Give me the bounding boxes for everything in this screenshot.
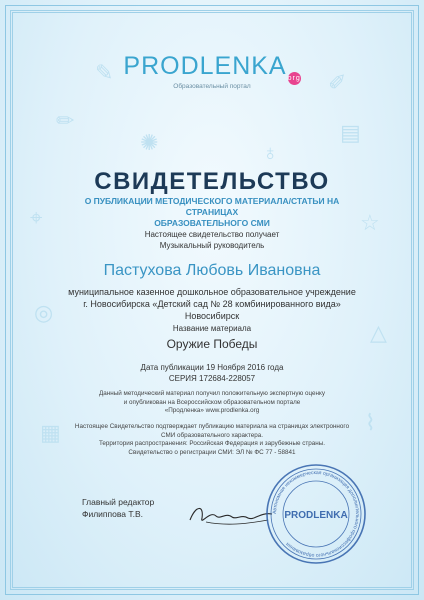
editor-block <box>82 496 154 520</box>
recipient-position: Музыкальный руководитель <box>159 241 265 250</box>
legal-line: Территория распространения: Российская Федерация и зарубежные страны. <box>98 440 326 447</box>
recipient-intro: Настоящее свидетельство получает <box>144 230 280 239</box>
legal-line: Настоящее Свидетельство подтверждает публикацию материала на страницах электронного <box>74 423 350 430</box>
brand-logo <box>0 52 424 85</box>
star-icon: ☆ <box>360 210 380 235</box>
logo-text: PRODLENKA <box>123 52 287 80</box>
legal-note <box>70 423 354 457</box>
organization-line: г. Новосибирска «Детский сад № 28 комбинированного вида» <box>83 299 341 309</box>
publication-date: Дата публикации 19 Ноября 2016 года <box>140 363 284 372</box>
paperclip-icon: ⌇ <box>365 410 376 435</box>
editor-name: Филиппова Т.В. <box>82 509 144 519</box>
stamp-ring-text: Автономная некоммерческая организация дополнительного профессионального образования <box>271 469 361 559</box>
stamp-center-text: PRODLENKA <box>284 510 348 521</box>
legal-line: Свидетельство о регистрации СМИ: ЭЛ № ФС 77 - 58841 <box>128 448 296 456</box>
material-label: Название материала <box>172 324 252 333</box>
certificate-title: СВИДЕТЕЛЬСТВО <box>94 168 330 195</box>
globe-icon: ◎ <box>34 300 54 325</box>
legal-line: СМИ образовательного характера. <box>161 431 263 439</box>
series-number: СЕРИЯ 172684-228057 <box>168 374 256 383</box>
atom-icon: ✺ <box>140 130 159 155</box>
signature-image <box>186 500 276 530</box>
pencil-icon: ✏ <box>56 108 75 133</box>
triangle-icon: △ <box>370 320 387 345</box>
compass-icon: ⌖ <box>30 205 43 230</box>
review-line: и опубликован на Всероссийском образовательном портале <box>123 398 301 406</box>
organization-line: муниципальное казенное дошкольное образовательное учреждение <box>68 287 356 297</box>
subheading-line: ОБРАЗОВАТЕЛЬНОГО СМИ <box>154 218 270 228</box>
review-line: «Продленка» www.prodlenka.org <box>164 407 260 414</box>
review-note <box>70 390 354 416</box>
review-line: Данный методический материал получил положительную экспертную оценку <box>98 390 326 397</box>
subheading-line: О ПУБЛИКАЦИИ МЕТОДИЧЕСКОГО МАТЕРИАЛА/СТАТЬИ НА СТРАНИЦАХ <box>84 196 340 217</box>
calculator-icon: ▦ <box>40 420 61 445</box>
material-title: Оружие Победы <box>166 337 258 351</box>
official-stamp <box>264 462 368 566</box>
recipient-name: Пастухова Любовь Ивановна <box>103 262 321 279</box>
logo-org-badge: org <box>288 72 301 85</box>
book-icon: ▤ <box>340 120 361 145</box>
certificate-subheading <box>72 196 352 229</box>
organization-line: Новосибирск <box>184 311 240 321</box>
ruler-icon: ✎ <box>95 60 114 85</box>
bulb-icon: ♁ <box>262 140 279 165</box>
cup-icon: ✐ <box>328 70 347 95</box>
portal-subtitle: Образовательный портал <box>173 83 251 90</box>
organization <box>60 286 364 322</box>
editor-role: Главный редактор <box>82 497 155 507</box>
